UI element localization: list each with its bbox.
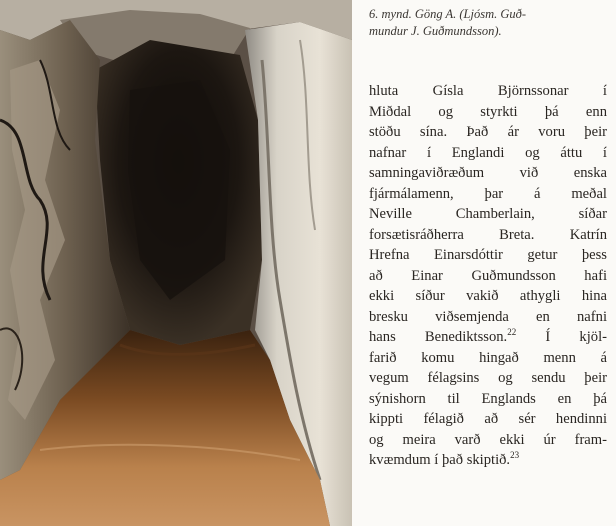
text-line-content: Í kjöl- (516, 329, 607, 345)
text-line (369, 430, 607, 451)
text-line-content: og meira varð ekki úr fram- (369, 431, 607, 448)
text-line (369, 81, 607, 102)
text-line-content: hluta Gísla Björnssonar í (369, 83, 607, 99)
figure-caption (369, 6, 607, 40)
body-paragraph (369, 81, 607, 471)
text-line-content: Hrefna Einarsdóttir getur þess (369, 247, 607, 263)
text-line-content: vegum félagsins og sendu þeir (369, 370, 607, 386)
text-line (369, 368, 607, 389)
text-line-content: farið komu hingað menn á (369, 349, 607, 366)
text-line-content: kippti félagið að sér hendinni (369, 411, 607, 427)
text-line (369, 143, 607, 164)
caption-line: mundur J. Guðmundsson). (369, 24, 502, 38)
footnote-ref: 23 (510, 450, 520, 460)
text-line-content: Miðdal og styrkti þá enn (369, 103, 607, 120)
text-line (369, 348, 607, 369)
text-line-content: samningaviðræðum við enska (369, 165, 607, 181)
text-line (369, 286, 607, 307)
text-line (369, 225, 607, 246)
text-line (369, 409, 607, 430)
text-line (369, 327, 607, 348)
text-line-content: ekki síður vakið athygli hina (369, 288, 607, 304)
text-line (369, 266, 607, 287)
text-line-content: stöðu sína. Það ár voru þeir (369, 124, 607, 140)
text-line-content: Neville Chamberlain, síðar (369, 206, 607, 222)
text-line (369, 122, 607, 143)
text-line (369, 389, 607, 410)
text-line-content: bresku viðsemjenda en nafni (369, 308, 607, 325)
text-line (369, 184, 607, 205)
text-line (369, 307, 607, 328)
text-line (369, 163, 607, 184)
caption-line: 6. mynd. Göng A. (Ljósm. Guð- (369, 7, 527, 21)
text-line-content: nafnar í Englandi og áttu í (369, 144, 607, 161)
text-line-content: kvæmdum í það skiptið. (369, 452, 511, 468)
text-line-content: sýnishorn til Englands en þá (369, 390, 607, 407)
footnote-ref: 22 (507, 327, 517, 337)
text-line (369, 204, 607, 225)
text-line-content: forsætisráðherra Breta. Katrín (369, 226, 607, 243)
text-line (369, 245, 607, 266)
text-line (369, 102, 607, 123)
text-line-content: að Einar Guðmundsson hafi (369, 267, 607, 284)
text-line-content: hans Benediktsson. (369, 329, 508, 345)
text-line (369, 450, 607, 471)
text-line-content: fjármálamenn, þar á meðal (369, 185, 607, 202)
